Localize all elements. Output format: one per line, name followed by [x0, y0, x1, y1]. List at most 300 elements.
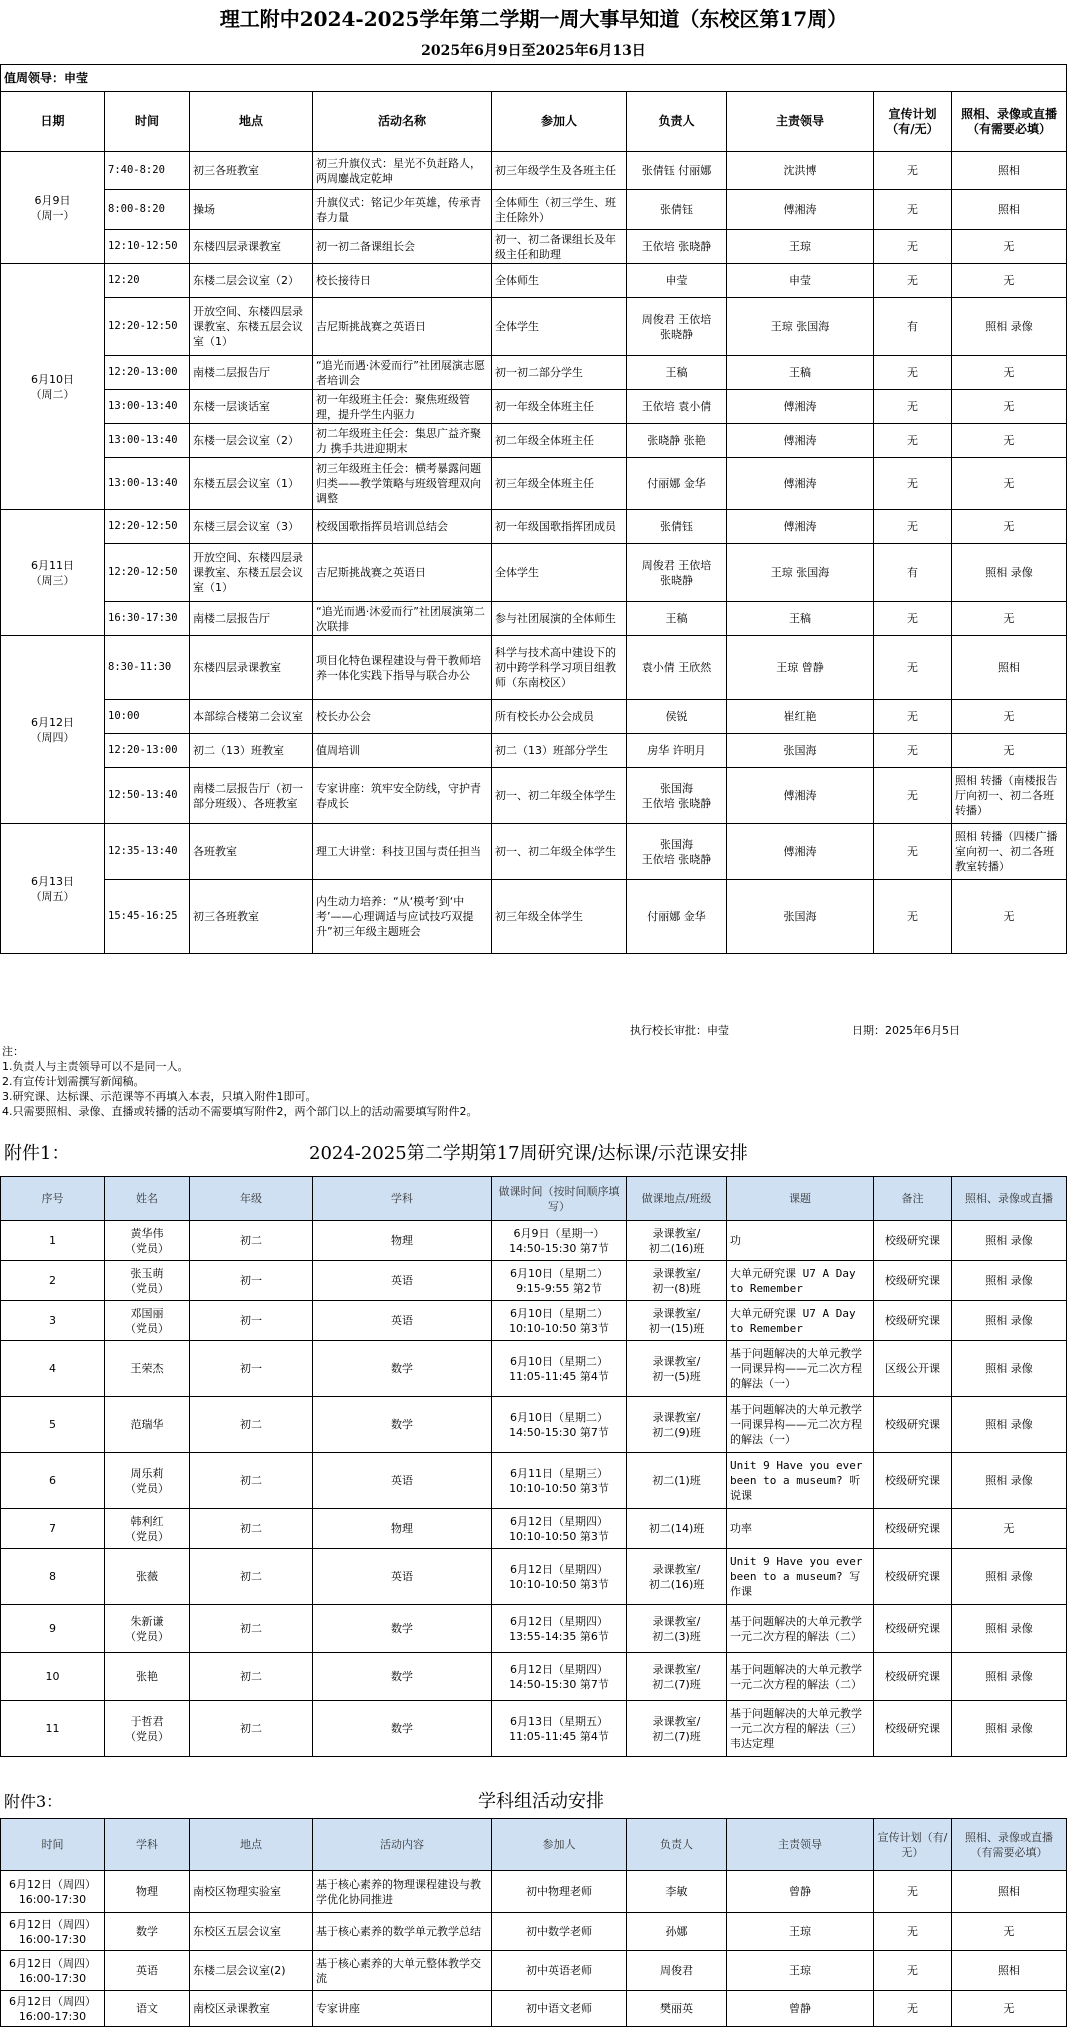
attachment3-header-cell: 学科 [105, 1819, 190, 1871]
attachment3-cell: 6月12日（周四） 16:00-17:30 [1, 1991, 105, 2027]
schedule-cell: 无 [874, 510, 952, 544]
schedule-cell: 各班教室 [190, 824, 313, 880]
attachment3-cell: 无 [952, 1913, 1067, 1951]
schedule-row [1, 264, 1067, 298]
schedule-cell: 初二（13）班教室 [190, 734, 313, 768]
attachment1-cell: 1 [1, 1221, 105, 1261]
attachment1-cell: 基于问题解决的大单元教学一同课异构——元二次方程的解法（一） [727, 1397, 874, 1453]
schedule-cell: 初三升旗仪式：星光不负赶路人，两周鏖战定乾坤 [313, 152, 492, 190]
weekly-schedule-table [0, 64, 1067, 954]
schedule-cell: 无 [874, 636, 952, 700]
attachment1-cell: 照相 录像 [952, 1549, 1067, 1605]
attachment1-row [1, 1341, 1067, 1397]
attachment1-cell: 照相 录像 [952, 1221, 1067, 1261]
schedule-cell: 12:50-13:40 [105, 768, 190, 824]
schedule-cell: 全体师生 [492, 264, 627, 298]
schedule-cell: 王依培 袁小倩 [627, 390, 727, 424]
attachment1-cell: 初一 [190, 1301, 313, 1341]
schedule-cell: 无 [874, 768, 952, 824]
page-title: 理工附中2024-2025学年第二学期一周大事早知道（东校区第17周） [219, 7, 848, 31]
schedule-cell: 初二年级班主任会：集思广益齐聚力 携手共进迎期末 [313, 424, 492, 458]
schedule-cell: 操场 [190, 190, 313, 230]
schedule-cell: 无 [952, 424, 1067, 458]
schedule-cell: 13:00-13:40 [105, 424, 190, 458]
attachment1-cell: 于哲君 （党员） [105, 1701, 190, 1757]
schedule-row [1, 298, 1067, 356]
attachment1-cell: 韩利红 （党员） [105, 1509, 190, 1549]
attachment3-cell: 初中数学老师 [492, 1913, 627, 1951]
schedule-cell: 无 [874, 264, 952, 298]
schedule-cell: 申莹 [727, 264, 874, 298]
attachment1-cell: 初二 [190, 1605, 313, 1653]
attachment3-cell: 南校区录课教室 [190, 1991, 313, 2027]
attachment1-row [1, 1549, 1067, 1605]
attachment3-cell: 照相 [952, 1951, 1067, 1991]
schedule-header-cell: 负责人 [627, 92, 727, 152]
approval-date: 日期：2025年6月5日 [852, 1024, 960, 1037]
schedule-cell: 王稿 [627, 356, 727, 390]
schedule-cell: 16:30-17:30 [105, 602, 190, 636]
attachment3-cell: 初中语文老师 [492, 1991, 627, 2027]
attachment3-cell: 王琼 [727, 1951, 874, 1991]
schedule-cell: 参与社团展演的全体师生 [492, 602, 627, 636]
attachment1-row [1, 1653, 1067, 1701]
attachment1-header-cell: 做课地点/班级 [627, 1177, 727, 1221]
schedule-cell: 无 [874, 424, 952, 458]
schedule-cell: 傅湘涛 [727, 510, 874, 544]
duty-leader: 值周领导：申莹 [1, 65, 1067, 92]
attachment3-cell: 基于核心素养的数学单元教学总结 [313, 1913, 492, 1951]
attachment1-cell: 数学 [313, 1701, 492, 1757]
attachment3-header-cell: 地点 [190, 1819, 313, 1871]
attachment3-row [1, 1951, 1067, 1991]
attachment1-cell: 6月12日（星期四） 10:10-10:50 第3节 [492, 1509, 627, 1549]
attachment1-cell: 校级研究课 [874, 1605, 952, 1653]
schedule-cell: 15:45-16:25 [105, 880, 190, 954]
attachment1-cell: 初一 [190, 1261, 313, 1301]
schedule-cell: 无 [874, 880, 952, 954]
attachment1-row [1, 1221, 1067, 1261]
attachment1-cell: 校级研究课 [874, 1701, 952, 1757]
schedule-cell: 专家讲座：筑牢安全防线，守护青春成长 [313, 768, 492, 824]
attachment3-cell: 数学 [105, 1913, 190, 1951]
attachment1-cell: 初二(14)班 [627, 1509, 727, 1549]
schedule-cell: 无 [952, 700, 1067, 734]
approval-signature: 执行校长审批：申莹 [630, 1024, 729, 1037]
schedule-row [1, 510, 1067, 544]
attachment1-cell: 录课教室/ 初二(9)班 [627, 1397, 727, 1453]
attachment1-cell: 数学 [313, 1397, 492, 1453]
schedule-cell: 12:20-12:50 [105, 298, 190, 356]
attachment1-cell: 周乐莉 （党员） [105, 1453, 190, 1509]
schedule-cell: 无 [952, 880, 1067, 954]
schedule-cell: 初二（13）班部分学生 [492, 734, 627, 768]
attachment1-cell: 照相 录像 [952, 1605, 1067, 1653]
schedule-cell: 初一初二部分学生 [492, 356, 627, 390]
attachment1-cell: 区级公开课 [874, 1341, 952, 1397]
attachment1-cell: 数学 [313, 1341, 492, 1397]
attachment1-cell: 录课教室/ 初二(16)班 [627, 1221, 727, 1261]
attachment1-cell: 初二 [190, 1549, 313, 1605]
schedule-cell: 无 [952, 390, 1067, 424]
attachment3-header-cell: 参加人 [492, 1819, 627, 1871]
schedule-cell: 无 [874, 700, 952, 734]
notes-block [2, 1044, 478, 1119]
schedule-cell: 南楼二层报告厅 [190, 602, 313, 636]
attachment1-header-cell: 年级 [190, 1177, 313, 1221]
attachment1-cell: 照相 录像 [952, 1397, 1067, 1453]
attachment1-cell: 校级研究课 [874, 1509, 952, 1549]
schedule-header-cell: 参加人 [492, 92, 627, 152]
schedule-cell: 12:20-12:50 [105, 544, 190, 602]
attachment1-cell: 照相 录像 [952, 1453, 1067, 1509]
attachment1-header-cell: 课题 [727, 1177, 874, 1221]
schedule-header-cell: 照相、录像或直播（有需要必填） [952, 92, 1067, 152]
schedule-cell: 张倩钰 [627, 190, 727, 230]
schedule-cell: 无 [952, 458, 1067, 510]
schedule-cell: 无 [874, 356, 952, 390]
attachment1-title: 2024-2025第二学期第17周研究课/达标课/示范课安排 [309, 1143, 748, 1164]
schedule-cell: 照相 录像 [952, 544, 1067, 602]
schedule-cell: 东楼一层谈话室 [190, 390, 313, 424]
attachment1-cell: 录课教室/ 初二(7)班 [627, 1653, 727, 1701]
schedule-row [1, 734, 1067, 768]
schedule-cell: 初三各班教室 [190, 152, 313, 190]
schedule-cell: 无 [952, 734, 1067, 768]
schedule-cell: 值周培训 [313, 734, 492, 768]
schedule-cell: 初二年级全体班主任 [492, 424, 627, 458]
schedule-cell: 无 [874, 602, 952, 636]
schedule-cell: 张晓静 张艳 [627, 424, 727, 458]
attachment3-header-cell: 宣传计划（有/无） [874, 1819, 952, 1871]
schedule-cell: 傅湘涛 [727, 390, 874, 424]
schedule-cell: 照相 [952, 152, 1067, 190]
schedule-cell: 初一年级国歌指挥团成员 [492, 510, 627, 544]
schedule-cell: 袁小倩 王欣然 [627, 636, 727, 700]
schedule-cell: 南楼二层报告厅（初一部分班级）、各班教室 [190, 768, 313, 824]
attachment1-cell: Unit 9 Have you ever been to a museum? 听说课 [727, 1453, 874, 1509]
schedule-cell: 照相 转播（南楼报告厅向初一、初二各班转播） [952, 768, 1067, 824]
schedule-cell: 王稿 [727, 602, 874, 636]
date-range: 2025年6月9日至2025年6月13日 [421, 43, 646, 59]
attachment3-cell: 曾静 [727, 1991, 874, 2027]
attachment1-cell: 初二 [190, 1653, 313, 1701]
schedule-cell: 所有校长办公会成员 [492, 700, 627, 734]
schedule-cell: 初三年级班主任会：横考暴露问题归类——教学策略与班级管理双向调整 [313, 458, 492, 510]
schedule-cell: “追光而遇·沐爱而行”社团展演第二次联排 [313, 602, 492, 636]
attachment1-header-cell: 姓名 [105, 1177, 190, 1221]
attachment1-cell: 照相 录像 [952, 1261, 1067, 1301]
schedule-header-cell: 活动名称 [313, 92, 492, 152]
attachment1-cell: 初二 [190, 1701, 313, 1757]
attachment1-cell: 照相 录像 [952, 1341, 1067, 1397]
schedule-cell: 王稿 [627, 602, 727, 636]
schedule-cell: 张国海 [727, 734, 874, 768]
attachment3-cell: 无 [874, 1951, 952, 1991]
schedule-row [1, 390, 1067, 424]
attachment1-cell: 录课教室/ 初一(8)班 [627, 1261, 727, 1301]
schedule-cell: 无 [952, 230, 1067, 264]
attachment3-row [1, 1991, 1067, 2027]
attachment1-cell: 数学 [313, 1653, 492, 1701]
attachment3-cell: 照相 [952, 1871, 1067, 1913]
schedule-cell: 傅湘涛 [727, 768, 874, 824]
attachment1-cell: 6月10日（星期二） 11:05-11:45 第4节 [492, 1341, 627, 1397]
schedule-cell: 王依培 张晓静 [627, 230, 727, 264]
attachment1-cell: 初二(1)班 [627, 1453, 727, 1509]
attachment1-cell: 2 [1, 1261, 105, 1301]
schedule-date-cell: 6月9日 （周一） [1, 152, 105, 264]
schedule-cell: 初一年级班主任会：聚焦班级管理，提升学生内驱力 [313, 390, 492, 424]
schedule-cell: 有 [874, 298, 952, 356]
schedule-cell: 12:35-13:40 [105, 824, 190, 880]
attachment1-cell: 7 [1, 1509, 105, 1549]
schedule-cell: 无 [952, 510, 1067, 544]
attachment3-header-cell: 主责领导 [727, 1819, 874, 1871]
attachment1-cell: 录课教室/ 初一(5)班 [627, 1341, 727, 1397]
schedule-header-cell: 地点 [190, 92, 313, 152]
attachment1-cell: 6月10日（星期二） 14:50-15:30 第7节 [492, 1397, 627, 1453]
attachment1-cell: 基于问题解决的大单元教学一同课异构——元二次方程的解法（一） [727, 1341, 874, 1397]
schedule-cell: 初三各班教室 [190, 880, 313, 954]
attachment3-cell: 李敏 [627, 1871, 727, 1913]
attachment1-cell: 录课教室/ 初二(7)班 [627, 1701, 727, 1757]
attachment3-cell: 无 [952, 1991, 1067, 2027]
schedule-cell: 傅湘涛 [727, 824, 874, 880]
schedule-cell: 王稿 [727, 356, 874, 390]
attachment1-row [1, 1261, 1067, 1301]
attachment3-cell: 6月12日（周四） 16:00-17:30 [1, 1913, 105, 1951]
schedule-cell: 傅湘涛 [727, 190, 874, 230]
attachment3-cell: 东楼二层会议室(2) [190, 1951, 313, 1991]
attachment1-row [1, 1605, 1067, 1653]
schedule-cell: 张倩钰 付丽娜 [627, 152, 727, 190]
schedule-cell: 全体学生 [492, 544, 627, 602]
attachment3-cell: 无 [874, 1913, 952, 1951]
attachment1-cell: 校级研究课 [874, 1261, 952, 1301]
attachment1-cell: 英语 [313, 1301, 492, 1341]
schedule-row [1, 768, 1067, 824]
attachment1-cell: 10 [1, 1653, 105, 1701]
schedule-cell: 开放空间、东楼四层录课教室、东楼五层会议室（1） [190, 544, 313, 602]
attachment1-cell: 朱新谦 （党员） [105, 1605, 190, 1653]
schedule-cell: 王琼 张国海 [727, 544, 874, 602]
attachment1-label: 附件1： [4, 1143, 70, 1164]
schedule-cell: 项目化特色课程建设与骨干教师培养一体化实践下指导与联合办公 [313, 636, 492, 700]
attachment1-cell: 校级研究课 [874, 1653, 952, 1701]
schedule-cell: 吉尼斯挑战赛之英语日 [313, 298, 492, 356]
attachment3-cell: 基于核心素养的大单元整体教学交流 [313, 1951, 492, 1991]
schedule-cell: 王琼 张国海 [727, 298, 874, 356]
attachment1-cell: 物理 [313, 1221, 492, 1261]
schedule-cell: 理工大讲堂：科技卫国与责任担当 [313, 824, 492, 880]
schedule-cell: 无 [874, 458, 952, 510]
attachment1-cell: 范瑞华 [105, 1397, 190, 1453]
attachment3-cell: 樊丽英 [627, 1991, 727, 2027]
schedule-cell: 内生动力培养：“从‘模考’到‘中考’——心理调适与应试技巧双提升”初三年级主题班会 [313, 880, 492, 954]
attachment3-cell: 王琼 [727, 1913, 874, 1951]
schedule-cell: 周俊君 王依培 张晓静 [627, 298, 727, 356]
note-line: 2.有宣传计划需撰写新闻稿。 [2, 1075, 145, 1088]
schedule-cell: 科学与技术高中建设下的初中跨学科学习项目组教师（东南校区） [492, 636, 627, 700]
schedule-cell: 周俊君 王依培 张晓静 [627, 544, 727, 602]
attachment1-cell: 3 [1, 1301, 105, 1341]
schedule-row [1, 356, 1067, 390]
attachment1-cell: 初二 [190, 1509, 313, 1549]
schedule-row [1, 880, 1067, 954]
schedule-cell: 全体学生 [492, 298, 627, 356]
schedule-cell: 初一、初二年级全体学生 [492, 768, 627, 824]
schedule-row [1, 424, 1067, 458]
attachment1-header-cell: 序号 [1, 1177, 105, 1221]
schedule-cell: 张国海 王依培 张晓静 [627, 768, 727, 824]
attachment1-header-cell: 照相、录像或直播 [952, 1177, 1067, 1221]
schedule-header-cell: 主责领导 [727, 92, 874, 152]
schedule-cell: 崔红艳 [727, 700, 874, 734]
attachment1-cell: 校级研究课 [874, 1397, 952, 1453]
note-line: 4.只需要照相、录像、直播或转播的活动不需要填写附件2，两个部门以上的活动需要填写附件2。 [2, 1105, 478, 1118]
schedule-cell: 无 [952, 264, 1067, 298]
schedule-cell: 13:00-13:40 [105, 458, 190, 510]
attachment1-cell: 校级研究课 [874, 1221, 952, 1261]
note-line: 3.研究课、达标课、示范课等不再填入本表，只填入附件1即可。 [2, 1090, 317, 1103]
schedule-row [1, 602, 1067, 636]
attachment1-cell: 功 [727, 1221, 874, 1261]
schedule-cell: 无 [874, 390, 952, 424]
attachment1-cell: 录课教室/ 初二(16)班 [627, 1549, 727, 1605]
schedule-cell: 校长办公会 [313, 700, 492, 734]
attachment3-cell: 周俊君 [627, 1951, 727, 1991]
attachment1-cell: 6月12日（星期四） 10:10-10:50 第3节 [492, 1549, 627, 1605]
attachment1-row [1, 1301, 1067, 1341]
schedule-cell: 12:20-13:00 [105, 356, 190, 390]
schedule-cell: 初一初二备课组长会 [313, 230, 492, 264]
schedule-cell: 照相 [952, 190, 1067, 230]
attachment3-table [0, 1818, 1067, 2027]
attachment3-cell: 初中物理老师 [492, 1871, 627, 1913]
schedule-cell: 初一、初二年级全体学生 [492, 824, 627, 880]
attachment3-cell: 6月12日（周四） 16:00-17:30 [1, 1871, 105, 1913]
schedule-cell: 南楼二层报告厅 [190, 356, 313, 390]
attachment1-row [1, 1397, 1067, 1453]
attachment1-cell: 物理 [313, 1509, 492, 1549]
schedule-cell: 张倩钰 [627, 510, 727, 544]
schedule-cell: 8:30-11:30 [105, 636, 190, 700]
attachment1-cell: 6月12日（星期四） 13:55-14:35 第6节 [492, 1605, 627, 1653]
schedule-cell: 初一、初二备课组长及年级主任和助理 [492, 230, 627, 264]
attachment1-cell: 校级研究课 [874, 1301, 952, 1341]
schedule-cell: 13:00-13:40 [105, 390, 190, 424]
schedule-cell: 东楼四层录课教室 [190, 230, 313, 264]
attachment3-header-cell: 负责人 [627, 1819, 727, 1871]
schedule-cell: 初三年级学生及各班主任 [492, 152, 627, 190]
schedule-date-cell: 6月12日 （周四） [1, 636, 105, 824]
attachment1-cell: 张艳 [105, 1653, 190, 1701]
attachment3-cell: 无 [874, 1991, 952, 2027]
schedule-cell: 申莹 [627, 264, 727, 298]
attachment1-cell: 6月13日（星期五） 11:05-11:45 第4节 [492, 1701, 627, 1757]
attachment1-cell: 基于问题解决的大单元教学一元二次方程的解法（二） [727, 1605, 874, 1653]
attachment1-cell: 6月10日（星期二） 10:10-10:50 第3节 [492, 1301, 627, 1341]
attachment1-cell: 4 [1, 1341, 105, 1397]
schedule-header-cell: 时间 [105, 92, 190, 152]
attachment1-row [1, 1701, 1067, 1757]
schedule-cell: 初一年级全体班主任 [492, 390, 627, 424]
schedule-cell: 无 [874, 824, 952, 880]
schedule-cell: 初三年级全体学生 [492, 880, 627, 954]
attachment3-cell: 专家讲座 [313, 1991, 492, 2027]
attachment3-cell: 曾静 [727, 1871, 874, 1913]
schedule-cell: 傅湘涛 [727, 458, 874, 510]
schedule-cell: 张国海 王依培 张晓静 [627, 824, 727, 880]
schedule-cell: 校级国歌指挥员培训总结会 [313, 510, 492, 544]
note-line: 注： [2, 1045, 24, 1058]
attachment1-cell: 照相 录像 [952, 1701, 1067, 1757]
attachment1-cell: Unit 9 Have you ever been to a museum? 写作课 [727, 1549, 874, 1605]
schedule-header-cell: 日期 [1, 92, 105, 152]
schedule-cell: 东楼一层会议室（2） [190, 424, 313, 458]
attachment1-cell: 英语 [313, 1453, 492, 1509]
attachment3-cell: 英语 [105, 1951, 190, 1991]
attachment1-cell: 张玉萌 （党员） [105, 1261, 190, 1301]
schedule-cell: 东楼二层会议室（2） [190, 264, 313, 298]
attachment1-cell: 黄华伟 （党员） [105, 1221, 190, 1261]
schedule-cell: 王琼 [727, 230, 874, 264]
schedule-cell: 傅湘涛 [727, 424, 874, 458]
attachment1-cell: 6月11日（星期三） 10:10-10:50 第3节 [492, 1453, 627, 1509]
schedule-cell: 吉尼斯挑战赛之英语日 [313, 544, 492, 602]
schedule-cell: 付丽娜 金华 [627, 458, 727, 510]
schedule-cell: 12:20 [105, 264, 190, 298]
attachment3-row [1, 1913, 1067, 1951]
attachment1-cell: 9 [1, 1605, 105, 1653]
attachment1-cell: 功率 [727, 1509, 874, 1549]
schedule-cell: “追光而遇·沐爱而行”社团展演志愿者培训会 [313, 356, 492, 390]
schedule-cell: 无 [952, 356, 1067, 390]
attachment3-cell: 孙娜 [627, 1913, 727, 1951]
attachment1-cell: 大单元研究课 U7 A Day to Remember [727, 1261, 874, 1301]
attachment1-table [0, 1176, 1067, 1757]
attachment1-cell: 基于问题解决的大单元教学一元二次方程的解法（二） [727, 1653, 874, 1701]
attachment1-row [1, 1453, 1067, 1509]
schedule-cell: 照相 录像 [952, 298, 1067, 356]
schedule-row [1, 152, 1067, 190]
schedule-row [1, 458, 1067, 510]
attachment3-label: 附件3： [4, 1792, 63, 1811]
schedule-cell: 12:10-12:50 [105, 230, 190, 264]
schedule-cell: 付丽娜 金华 [627, 880, 727, 954]
attachment1-cell: 校级研究课 [874, 1549, 952, 1605]
attachment1-cell: 初一 [190, 1341, 313, 1397]
schedule-cell: 东楼四层录课教室 [190, 636, 313, 700]
schedule-date-cell: 6月10日 （周二） [1, 264, 105, 510]
attachment1-cell: 校级研究课 [874, 1453, 952, 1509]
schedule-cell: 升旗仪式：铭记少年英雄，传承青春力量 [313, 190, 492, 230]
attachment1-cell: 6 [1, 1453, 105, 1509]
schedule-cell: 初三年级全体班主任 [492, 458, 627, 510]
attachment1-cell: 照相 录像 [952, 1301, 1067, 1341]
schedule-row [1, 544, 1067, 602]
schedule-date-cell: 6月13日 （周五） [1, 824, 105, 954]
attachment3-title: 学科组活动安排 [478, 1791, 604, 1812]
schedule-row [1, 636, 1067, 700]
attachment1-cell: 8 [1, 1549, 105, 1605]
attachment3-header-cell: 活动内容 [313, 1819, 492, 1871]
schedule-cell: 8:00-8:20 [105, 190, 190, 230]
attachment1-cell: 邓国丽 （党员） [105, 1301, 190, 1341]
attachment1-cell: 英语 [313, 1549, 492, 1605]
schedule-cell: 王琼 曾静 [727, 636, 874, 700]
